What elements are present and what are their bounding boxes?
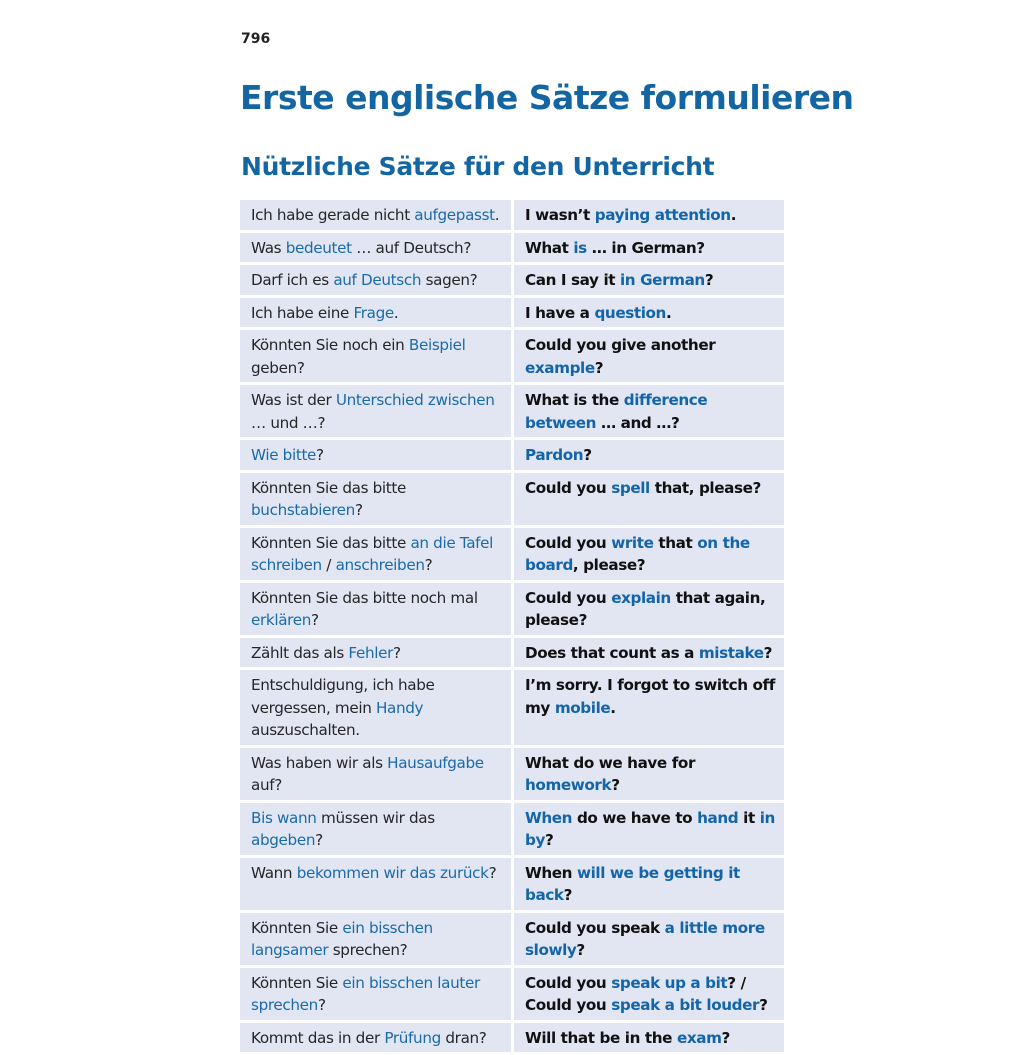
phrase-row bbox=[240, 298, 784, 331]
phrase-segment: . bbox=[495, 206, 499, 224]
phrase-segment: dran? bbox=[441, 1029, 487, 1047]
phrase-segment: Kommt das in der bbox=[251, 1029, 384, 1047]
phrase-segment: ? bbox=[355, 501, 363, 519]
phrase-segment: Could you bbox=[525, 534, 611, 552]
phrase-segment: , please? bbox=[573, 556, 645, 574]
phrase-segment: ? bbox=[764, 644, 772, 662]
german-phrase-cell bbox=[240, 638, 514, 671]
highlighted-phrase-segment: aufgepasst bbox=[414, 206, 495, 224]
phrase-segment: . bbox=[731, 206, 736, 224]
phrase-segment: … auf Deutsch? bbox=[352, 239, 471, 257]
highlighted-phrase-segment: ein bisschen langsamer bbox=[251, 919, 433, 960]
german-phrase-cell bbox=[240, 200, 514, 233]
highlighted-phrase-segment: is bbox=[573, 239, 586, 257]
highlighted-phrase-segment: Wie bitte bbox=[251, 446, 316, 464]
german-phrase-cell bbox=[240, 385, 514, 440]
phrase-row bbox=[240, 913, 784, 968]
english-phrase-cell bbox=[514, 670, 784, 748]
english-phrase-cell bbox=[514, 968, 784, 1023]
phrase-segment: What is the bbox=[525, 391, 624, 409]
phrase-segment: I’m sorry. I forgot to switch off my bbox=[525, 676, 775, 717]
phrase-row bbox=[240, 330, 784, 385]
page-title: Erste englische Sätze formulieren bbox=[240, 78, 854, 117]
phrase-row bbox=[240, 1023, 784, 1055]
phrase-segment: ? bbox=[595, 359, 603, 377]
phrase-segment: Could you give another bbox=[525, 336, 715, 354]
phrase-row bbox=[240, 200, 784, 233]
phrase-segment: Könnten Sie das bitte noch mal bbox=[251, 589, 478, 607]
phrase-segment: ? bbox=[705, 271, 713, 289]
english-phrase-cell bbox=[514, 473, 784, 528]
phrase-segment: geben? bbox=[251, 359, 305, 377]
highlighted-phrase-segment: auf Deutsch bbox=[333, 271, 421, 289]
german-phrase-cell bbox=[240, 233, 514, 266]
highlighted-phrase-segment: ein bisschen lauter sprechen bbox=[251, 974, 480, 1015]
phrase-row bbox=[240, 803, 784, 858]
phrase-segment: … and …? bbox=[596, 414, 679, 432]
english-phrase-cell bbox=[514, 298, 784, 331]
phrase-segment: do we have to bbox=[572, 809, 697, 827]
phrase-segment: Could you speak bbox=[525, 919, 665, 937]
phrase-segment: Could you bbox=[525, 479, 611, 497]
phrase-row bbox=[240, 670, 784, 748]
phrase-segment: ? bbox=[425, 556, 433, 574]
phrase-segment: ? / Could you bbox=[525, 974, 746, 1015]
english-phrase-cell bbox=[514, 583, 784, 638]
english-phrase-cell bbox=[514, 265, 784, 298]
german-phrase-cell bbox=[240, 473, 514, 528]
phrase-segment: ? bbox=[318, 996, 326, 1014]
highlighted-phrase-segment: write bbox=[611, 534, 653, 552]
highlighted-phrase-segment: an die Tafel schreiben bbox=[251, 534, 493, 575]
section-subtitle: Nützliche Sätze für den Unterricht bbox=[241, 152, 714, 181]
highlighted-phrase-segment: Prüfung bbox=[384, 1029, 441, 1047]
english-phrase-cell bbox=[514, 440, 784, 473]
highlighted-phrase-segment: speak a bit louder bbox=[611, 996, 759, 1014]
phrase-segment: Könnten Sie noch ein bbox=[251, 336, 409, 354]
phrase-segment: sprechen? bbox=[328, 941, 407, 959]
highlighted-phrase-segment: on the board bbox=[525, 534, 750, 575]
phrase-segment: ? bbox=[759, 996, 767, 1014]
phrase-segment: / bbox=[322, 556, 336, 574]
german-phrase-cell bbox=[240, 803, 514, 858]
english-phrase-cell bbox=[514, 913, 784, 968]
highlighted-phrase-segment: explain bbox=[611, 589, 671, 607]
phrase-segment: Entschuldigung, ich habe vergessen, mein bbox=[251, 676, 435, 717]
highlighted-phrase-segment: bekommen wir das zurück bbox=[297, 864, 489, 882]
phrase-segment: . bbox=[394, 304, 398, 322]
phrase-segment: Was ist der bbox=[251, 391, 336, 409]
english-phrase-cell bbox=[514, 330, 784, 385]
highlighted-phrase-segment: Beispiel bbox=[409, 336, 466, 354]
phrase-row bbox=[240, 858, 784, 913]
german-phrase-cell bbox=[240, 298, 514, 331]
highlighted-phrase-segment: example bbox=[525, 359, 595, 377]
phrase-segment: auf? bbox=[251, 776, 282, 794]
german-phrase-cell bbox=[240, 968, 514, 1023]
phrase-row bbox=[240, 748, 784, 803]
highlighted-phrase-segment: erklären bbox=[251, 611, 311, 629]
phrase-table-body bbox=[240, 200, 784, 1055]
highlighted-phrase-segment: exam bbox=[677, 1029, 722, 1047]
highlighted-phrase-segment: bedeutet bbox=[286, 239, 352, 257]
phrase-segment: What do we have for bbox=[525, 754, 695, 772]
german-phrase-cell bbox=[240, 265, 514, 298]
phrase-segment: Was haben wir als bbox=[251, 754, 387, 772]
german-phrase-cell bbox=[240, 670, 514, 748]
phrase-segment: it bbox=[738, 809, 759, 827]
english-phrase-cell bbox=[514, 200, 784, 233]
phrase-segment: sagen? bbox=[421, 271, 477, 289]
highlighted-phrase-segment: mobile bbox=[555, 699, 610, 717]
phrase-segment: ? bbox=[564, 886, 572, 904]
phrase-segment: Does that count as a bbox=[525, 644, 699, 662]
phrase-segment: . bbox=[666, 304, 671, 322]
phrase-segment: Could you bbox=[525, 974, 611, 992]
german-phrase-cell bbox=[240, 440, 514, 473]
highlighted-phrase-segment: Bis wann bbox=[251, 809, 317, 827]
phrase-segment: When bbox=[525, 864, 577, 882]
highlighted-phrase-segment: paying attention bbox=[595, 206, 731, 224]
page-number: 796 bbox=[241, 31, 270, 47]
highlighted-phrase-segment: spell bbox=[611, 479, 650, 497]
german-phrase-cell bbox=[240, 528, 514, 583]
english-phrase-cell bbox=[514, 748, 784, 803]
german-phrase-cell bbox=[240, 913, 514, 968]
highlighted-phrase-segment: will we be getting it back bbox=[525, 864, 740, 905]
german-phrase-cell bbox=[240, 858, 514, 913]
phrase-segment: I have a bbox=[525, 304, 594, 322]
highlighted-phrase-segment: speak up a bit bbox=[611, 974, 727, 992]
english-phrase-cell bbox=[514, 1023, 784, 1055]
phrase-segment: ? bbox=[393, 644, 401, 662]
phrase-segment: ? bbox=[315, 831, 323, 849]
highlighted-phrase-segment: question bbox=[594, 304, 666, 322]
english-phrase-cell bbox=[514, 803, 784, 858]
english-phrase-cell bbox=[514, 385, 784, 440]
phrase-row bbox=[240, 638, 784, 671]
phrase-segment: Könnten Sie bbox=[251, 919, 342, 937]
phrase-segment: Wann bbox=[251, 864, 297, 882]
phrase-segment: ? bbox=[316, 446, 324, 464]
german-phrase-cell bbox=[240, 748, 514, 803]
phrase-segment: … in German? bbox=[587, 239, 705, 257]
highlighted-phrase-segment: in by bbox=[525, 809, 775, 850]
phrase-segment: Ich habe eine bbox=[251, 304, 354, 322]
phrase-segment: I wasn’t bbox=[525, 206, 595, 224]
phrase-row bbox=[240, 968, 784, 1023]
phrase-segment: ? bbox=[545, 831, 553, 849]
phrase-segment: What bbox=[525, 239, 573, 257]
phrase-segment: Ich habe gerade nicht bbox=[251, 206, 414, 224]
highlighted-phrase-segment: abgeben bbox=[251, 831, 315, 849]
phrase-segment: that, please? bbox=[650, 479, 761, 497]
phrase-segment: ? bbox=[583, 446, 591, 464]
phrase-row bbox=[240, 528, 784, 583]
highlighted-phrase-segment: When bbox=[525, 809, 572, 827]
phrase-row bbox=[240, 233, 784, 266]
phrase-row bbox=[240, 583, 784, 638]
phrase-row bbox=[240, 385, 784, 440]
german-phrase-cell bbox=[240, 583, 514, 638]
english-phrase-cell bbox=[514, 233, 784, 266]
phrase-segment: . bbox=[610, 699, 615, 717]
phrase-segment: … und …? bbox=[251, 414, 325, 432]
highlighted-phrase-segment: difference between bbox=[525, 391, 707, 432]
highlighted-phrase-segment: homework bbox=[525, 776, 611, 794]
highlighted-phrase-segment: in German bbox=[620, 271, 705, 289]
phrase-segment: Zählt das als bbox=[251, 644, 348, 662]
phrase-segment: Could you bbox=[525, 589, 611, 607]
phrase-segment: ? bbox=[576, 941, 584, 959]
highlighted-phrase-segment: a little more slowly bbox=[525, 919, 765, 960]
phrase-segment: ? bbox=[311, 611, 319, 629]
phrase-row bbox=[240, 440, 784, 473]
phrase-segment: Könnten Sie das bitte bbox=[251, 479, 406, 497]
highlighted-phrase-segment: Pardon bbox=[525, 446, 583, 464]
phrase-segment: auszuschalten. bbox=[251, 721, 360, 739]
highlighted-phrase-segment: anschreiben bbox=[336, 556, 425, 574]
phrase-row bbox=[240, 265, 784, 298]
german-phrase-cell bbox=[240, 330, 514, 385]
phrase-segment: ? bbox=[722, 1029, 730, 1047]
phrase-segment: ? bbox=[611, 776, 619, 794]
highlighted-phrase-segment: Frage bbox=[354, 304, 394, 322]
phrase-segment: that again, please? bbox=[525, 589, 765, 630]
highlighted-phrase-segment: mistake bbox=[699, 644, 764, 662]
highlighted-phrase-segment: Fehler bbox=[348, 644, 393, 662]
highlighted-phrase-segment: Unterschied zwischen bbox=[336, 391, 495, 409]
phrase-segment: Can I say it bbox=[525, 271, 620, 289]
phrase-segment: that bbox=[654, 534, 698, 552]
english-phrase-cell bbox=[514, 528, 784, 583]
highlighted-phrase-segment: Handy bbox=[376, 699, 423, 717]
phrase-segment: ? bbox=[489, 864, 497, 882]
english-phrase-cell bbox=[514, 858, 784, 913]
phrase-segment: Will that be in the bbox=[525, 1029, 677, 1047]
phrase-table bbox=[240, 200, 784, 1055]
phrase-segment: Könnten Sie bbox=[251, 974, 342, 992]
highlighted-phrase-segment: hand bbox=[697, 809, 738, 827]
phrase-row bbox=[240, 473, 784, 528]
english-phrase-cell bbox=[514, 638, 784, 671]
german-phrase-cell bbox=[240, 1023, 514, 1055]
highlighted-phrase-segment: Hausaufgabe bbox=[387, 754, 484, 772]
highlighted-phrase-segment: buchstabieren bbox=[251, 501, 355, 519]
phrase-segment: müssen wir das bbox=[317, 809, 435, 827]
phrase-segment: Könnten Sie das bitte bbox=[251, 534, 410, 552]
phrase-segment: Darf ich es bbox=[251, 271, 333, 289]
phrase-segment: Was bbox=[251, 239, 286, 257]
